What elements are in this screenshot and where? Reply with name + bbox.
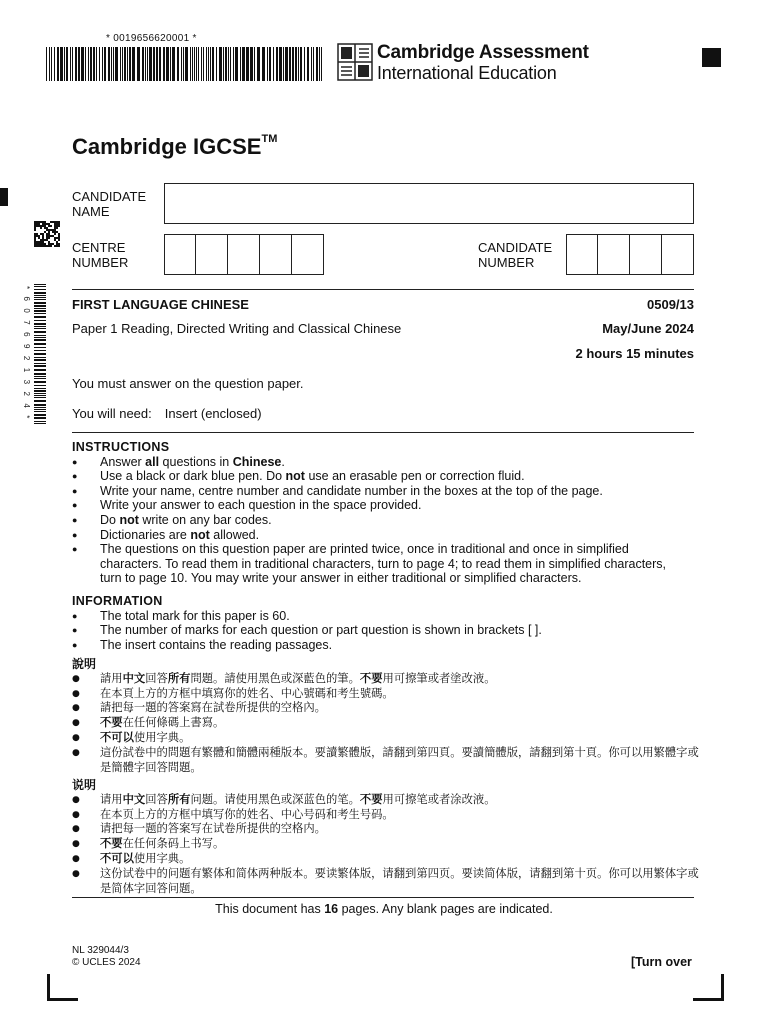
centre-digit-box bbox=[196, 234, 228, 275]
instructions-heading: INSTRUCTIONS bbox=[72, 440, 170, 454]
simplified-item: ● 不要在任何条码上书写。 bbox=[72, 837, 702, 852]
turn-over-note: [Turn over bbox=[631, 955, 692, 969]
centre-digit-box bbox=[260, 234, 292, 275]
instruction-item: ● Answer all questions in Chinese. bbox=[72, 455, 702, 470]
document-reference: NL 329044/3 © UCLES 2024 bbox=[72, 945, 141, 968]
simplified-item: ● 在本页上方的方框中填写你的姓名、中心号码和考生号码。 bbox=[72, 808, 702, 823]
traditional-item: ● 在本頁上方的方框中填寫你的姓名、中心號碼和考生號碼。 bbox=[72, 687, 702, 702]
candidate-name-label: CANDIDATE NAME bbox=[72, 189, 147, 219]
side-barcode-number: * 6 0 7 6 9 2 1 3 2 4 * bbox=[22, 286, 31, 421]
simplified-instructions bbox=[72, 778, 702, 896]
candidate-number-field[interactable] bbox=[566, 234, 694, 275]
simplified-item: ● 不可以使用字典。 bbox=[72, 852, 702, 867]
instruction-item: ● Dictionaries are not allowed. bbox=[72, 528, 702, 543]
traditional-item: ● 請把每一題的答案寫在試卷所提供的空格內。 bbox=[72, 701, 702, 716]
simplified-heading: 说明 bbox=[72, 778, 97, 792]
paper-code: 0509/13 bbox=[647, 297, 694, 312]
information-item: ● The number of marks for each question or part question is shown in brackets [ ]. bbox=[72, 623, 702, 638]
information-heading: INFORMATION bbox=[72, 594, 163, 608]
instruction-item: ● The questions on this question paper are printed twice, once in traditional and once in simplified characters. To read them in traditional characters, turn to page 4; to read them in simplified characters, turn to page 10. You may write your answer in either traditional or simplified characters. bbox=[72, 542, 702, 586]
registration-mark-left bbox=[0, 188, 8, 206]
information-section bbox=[72, 594, 702, 652]
corner-mark bbox=[693, 974, 724, 1001]
brand-name: Cambridge Assessment bbox=[377, 42, 589, 63]
instruction-item: ● Use a black or dark blue pen. Do not use an erasable pen or correction fluid. bbox=[72, 469, 702, 484]
traditional-item: ● 不可以使用字典。 bbox=[72, 731, 702, 746]
centre-digit-box bbox=[292, 234, 324, 275]
registration-mark bbox=[702, 48, 721, 67]
divider bbox=[72, 432, 694, 433]
exam-session: May/June 2024 bbox=[602, 321, 694, 336]
exam-duration: 2 hours 15 minutes bbox=[575, 346, 694, 361]
traditional-instructions bbox=[72, 657, 702, 775]
candidate-digit-box bbox=[662, 234, 694, 275]
qr-code bbox=[34, 221, 60, 247]
corner-mark bbox=[47, 974, 78, 1001]
candidate-number-label: CANDIDATE NUMBER bbox=[478, 240, 553, 270]
simplified-item: ● 这份试卷中的问题有繁体和简体两种版本。要读繁体版，请翻到第四页。要读简体版，请翻到第十页。你可以用繁体字或是简体字回答问题。 bbox=[72, 867, 702, 897]
barcode-number: * 0019656620001 * bbox=[106, 33, 197, 44]
barcode bbox=[46, 47, 323, 81]
page-count-note: This document has 16 pages. Any blank pages are indicated. bbox=[215, 902, 553, 916]
centre-number-field[interactable] bbox=[164, 234, 324, 275]
instructions-section bbox=[72, 440, 702, 586]
brand-subtitle: International Education bbox=[377, 63, 557, 83]
subject-title: FIRST LANGUAGE CHINESE bbox=[72, 297, 249, 312]
divider bbox=[72, 897, 694, 898]
candidate-digit-box bbox=[598, 234, 630, 275]
candidate-digit-box bbox=[630, 234, 662, 275]
instruction-item: ● Do not write on any bar codes. bbox=[72, 513, 702, 528]
instruction-item: ● Write your name, centre number and candidate number in the boxes at the top of the page. bbox=[72, 484, 702, 499]
traditional-item: ● 請用中文回答所有問題。請使用黑色或深藍色的筆。不要用可擦筆或者塗改液。 bbox=[72, 672, 702, 687]
centre-digit-box bbox=[164, 234, 196, 275]
answer-instruction: You must answer on the question paper. bbox=[72, 376, 304, 391]
materials-needed: You will need: Insert (enclosed) bbox=[72, 406, 262, 421]
page-title: Cambridge IGCSE™ bbox=[72, 132, 278, 159]
traditional-item: ● 這份試卷中的問題有繁體和簡體兩種版本。要讀繁體版，請翻到第四頁。要讀簡體版，請翻到第十頁。你可以用繁體字或是簡體字回答問題。 bbox=[72, 746, 702, 776]
centre-digit-box bbox=[228, 234, 260, 275]
traditional-item: ● 不要在任何條碼上書寫。 bbox=[72, 716, 702, 731]
candidate-name-field[interactable] bbox=[164, 183, 694, 224]
candidate-digit-box bbox=[566, 234, 598, 275]
trademark: TM bbox=[261, 132, 278, 145]
cambridge-crest-logo bbox=[337, 43, 373, 81]
traditional-heading: 說明 bbox=[72, 657, 97, 671]
paper-title: Paper 1 Reading, Directed Writing and Classical Chinese bbox=[72, 321, 402, 336]
information-item: ● The total mark for this paper is 60. bbox=[72, 609, 702, 624]
information-item: ● The insert contains the reading passages. bbox=[72, 638, 702, 653]
instruction-item: ● Write your answer to each question in the space provided. bbox=[72, 498, 702, 513]
divider bbox=[72, 289, 694, 290]
simplified-item: ● 请把每一题的答案写在试卷所提供的空格内。 bbox=[72, 822, 702, 837]
simplified-item: ● 请用中文回答所有问题。请使用黑色或深蓝色的笔。不要用可擦笔或者涂改液。 bbox=[72, 793, 702, 808]
centre-number-label: CENTRE NUMBER bbox=[72, 240, 129, 270]
